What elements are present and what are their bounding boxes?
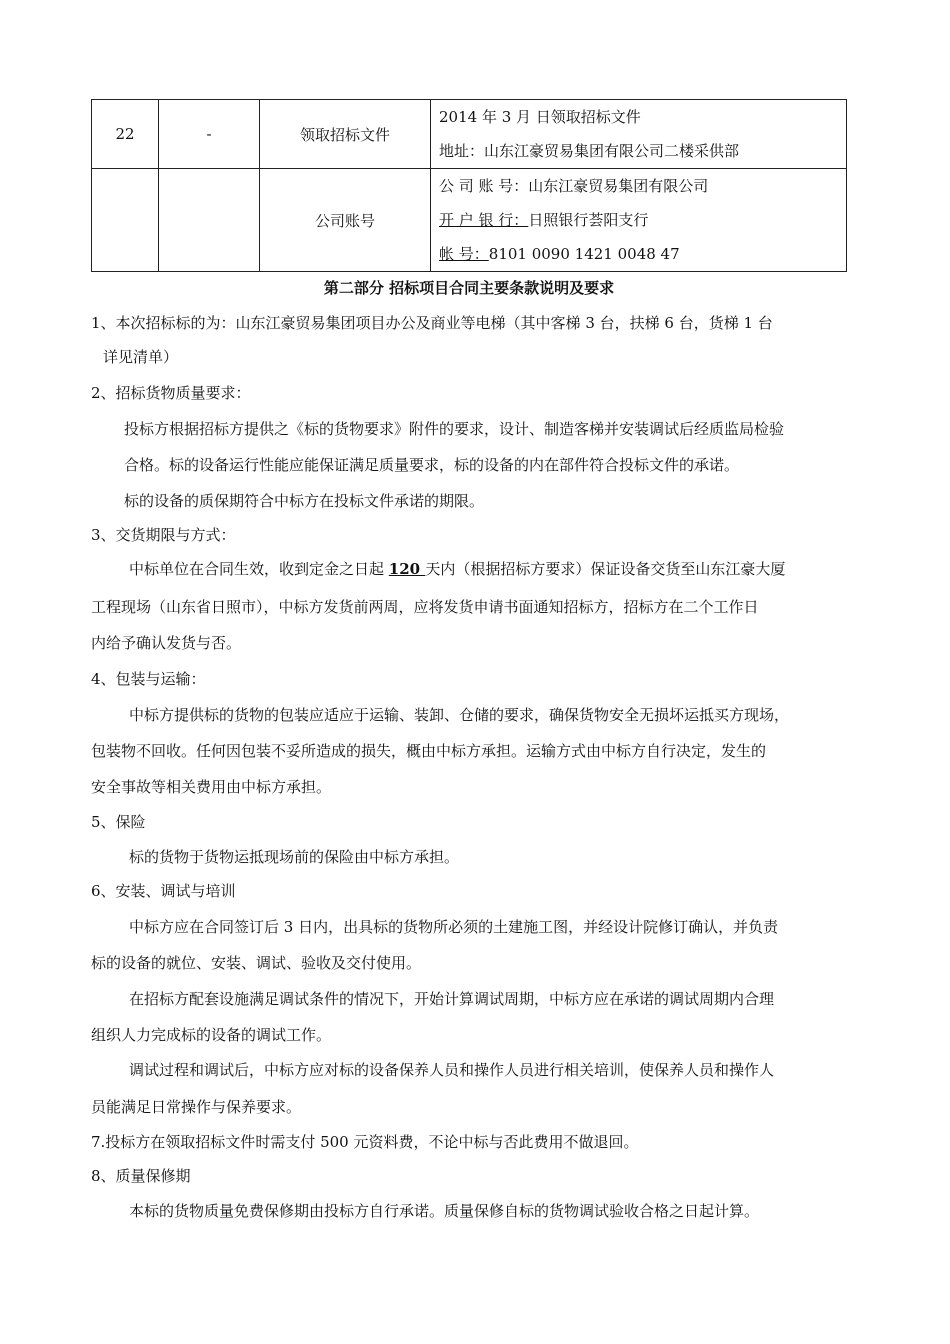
paragraph-line: 标的设备的就位、安装、调试、验收及交付使用。 [91,954,422,972]
paragraph-line: 本标的货物质量免费保修期由投标方自行承诺。质量保修自标的货物调试验收合格之日起计算。 [129,1202,760,1220]
table-row [92,169,847,272]
paragraph-line: 员能满足日常操作与保养要求。 [91,1098,302,1116]
clause-heading: 5、保险 [91,813,146,831]
paragraph-line: 工程现场（山东省日照市），中标方发货前两周，应将发货申请书面通知招标方，招标方在二个工作日 [91,598,759,616]
account-number-label: 帐 号： [439,245,489,263]
clause-line: 7.投标方在领取招标文件时需支付 500 元资料费，不论中标与否此费用不做退回。 [91,1133,639,1151]
account-name: 公 司 账 号：山东江豪贸易集团有限公司 [439,177,709,195]
paragraph-line: 1、本次招标标的为：山东江豪贸易集团项目办公及商业等电梯（其中客梯 3 台，扶梯 6 台，货梯 1 台 [91,314,773,332]
paragraph-line: 安全事故等相关费用由中标方承担。 [91,778,332,796]
clause-heading: 4、包装与运输： [91,670,206,688]
pickup-date: 2014 年 3 月 日领取招标文件 [439,108,641,126]
row-number-empty [92,169,159,272]
paragraph-line: 标的设备的质保期符合中标方在投标文件承诺的期限。 [124,492,485,510]
paragraph-line: 包装物不回收。任何因包装不妥所造成的损失，概由中标方承担。运输方式由中标方自行决定，发生的 [91,742,767,760]
bank-value: 日照银行荟阳支行 [528,211,649,229]
row-item: 领取招标文件 [260,100,431,169]
row-item: 公司账号 [260,169,431,272]
row-dash-empty [159,169,260,272]
pickup-address: 地址：山东江豪贸易集团有限公司二楼采供部 [439,142,740,160]
bank-line [439,203,846,237]
row-number: 22 [92,100,159,169]
paragraph-line: 标的货物于货物运抵现场前的保险由中标方承担。 [129,848,460,866]
row-detail [431,100,847,169]
tender-info-table [91,99,847,272]
account-number-line [439,237,846,271]
account-number-value: 8101 0090 1421 0048 47 [488,245,680,263]
paragraph-line: 合格。标的设备运行性能应能保证满足质量要求，标的设备的内在部件符合投标文件的承诺。 [124,456,740,474]
table-row [92,100,847,169]
paragraph-line [129,558,785,580]
paragraph-line: 中标方应在合同签订后 3 日内，出具标的货物所必须的土建施工图，并经设计院修订确认，并负责 [129,918,779,936]
row-detail [431,169,847,272]
row-dash: - [159,100,260,169]
delivery-text-pre: 中标单位在合同生效，收到定金之日起 [129,560,389,578]
bank-label: 开 户 银 行： [439,211,529,229]
delivery-days: 120 [388,560,426,578]
paragraph-line: 中标方提供标的货物的包装应适应于运输、装卸、仓储的要求，确保货物安全无损坏运抵买方现场， [129,706,790,724]
paragraph-line: 在招标方配套设施满足调试条件的情况下，开始计算调试周期，中标方应在承诺的调试周期内合理 [129,990,775,1008]
paragraph-line: 调试过程和调试后，中标方应对标的设备保养人员和操作人员进行相关培训，使保养人员和操作人 [129,1061,775,1079]
clause-heading: 2、招标货物质量要求： [91,384,251,402]
clause-heading: 8、质量保修期 [91,1167,191,1185]
paragraph-line: 详见清单） [103,348,179,366]
paragraph-line: 内给予确认发货与否。 [91,634,242,652]
paragraph-line: 投标方根据招标方提供之《标的货物要求》附件的要求，设计、制造客梯并安装调试后经质监局检验 [124,420,785,438]
paragraph-line: 组织人力完成标的设备的调试工作。 [91,1026,332,1044]
clause-heading: 3、交货期限与方式： [91,526,236,544]
section-title: 第二部分 招标项目合同主要条款说明及要求 [323,279,615,297]
delivery-text-post: 天内（根据招标方要求）保证设备交货至山东江豪大厦 [425,560,786,578]
clause-heading: 6、安装、调试与培训 [91,882,236,900]
